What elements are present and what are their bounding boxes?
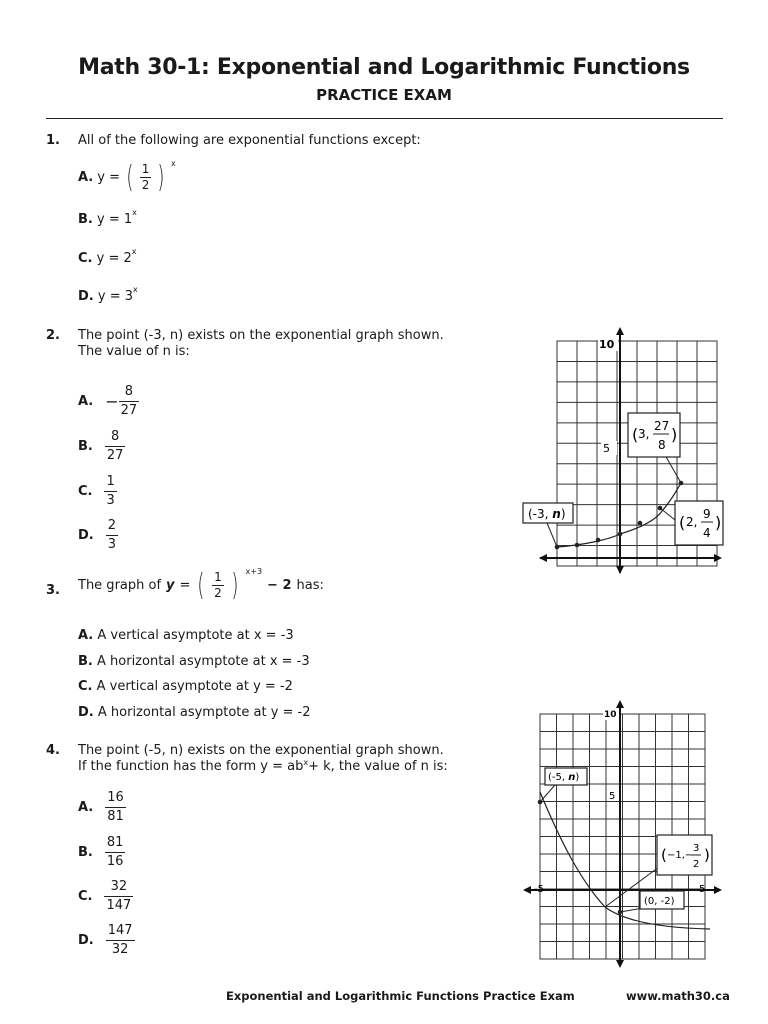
exponential-graph-1: [515, 325, 730, 575]
point-label-right: 3,: [638, 427, 650, 441]
question-3-option-d: D. A horizontal asymptote at y = -2: [78, 705, 311, 720]
point-label-left: (-3, n): [528, 507, 566, 521]
question-3-option-b: B. A horizontal asymptote at x = -3: [78, 654, 310, 669]
y-tick-5: 5: [609, 791, 616, 802]
option-fraction: $\frac{1}{2}$: [141, 162, 150, 192]
question-1-number: 1.: [46, 133, 60, 148]
question-1-text: All of the following are exponential functions except:: [78, 133, 421, 148]
question-4-option-a: A. 16 81: [78, 790, 124, 824]
svg-text:2: 2: [693, 859, 700, 870]
svg-text:4: 4: [703, 526, 711, 540]
point-label-mid: 2,: [686, 515, 698, 529]
footer-title: Exponential and Logarithmic Functions Practice Exam: [226, 989, 575, 1003]
option-lhs: y =: [97, 170, 120, 185]
question-3-option-a: A. A vertical asymptote at x = -3: [78, 628, 294, 643]
svg-text:): ): [715, 513, 722, 532]
question-3-option-c: C. A vertical asymptote at y = -2: [78, 679, 293, 694]
svg-text:8: 8: [658, 438, 666, 452]
svg-text:9: 9: [703, 507, 711, 521]
point-label-left: (-5, n): [548, 772, 580, 783]
svg-text:27: 27: [654, 419, 670, 433]
question-4-option-c: C. 32 147: [78, 879, 132, 913]
question-4-number: 4.: [46, 743, 60, 758]
question-4-option-b: B. 81 16: [78, 835, 124, 869]
question-1-option-d: D. $y = 3^x$: [78, 285, 138, 304]
question-2-option-c: C. 1 3: [78, 474, 115, 508]
page-title: Math 30-1: Exponential and Logarithmic Functions: [78, 55, 690, 80]
option-label: A.: [78, 170, 94, 185]
question-4-text: The point (-5, n) exists on the exponential graph shown. If the function has the form $y = ab^x+ k$, the value of n is:: [78, 743, 448, 774]
question-1-option-a: A. y = ( $\frac{1}{2}$ ) x: [78, 159, 176, 195]
y-tick-5: 5: [603, 442, 610, 455]
question-4-option-d: D. 147 32: [78, 923, 133, 957]
question-3-text: The graph of y = ( $\frac{1}{2}$ ) x+3 − 2 has:: [78, 566, 324, 603]
x-tick-neg5: -5: [534, 884, 544, 895]
option-exponent: x: [171, 159, 176, 168]
footer-url: www.math30.ca: [626, 989, 730, 1003]
svg-text:(: (: [679, 513, 686, 532]
point-label-intercept: (0, -2): [644, 896, 675, 907]
x-tick-5: 5: [699, 884, 706, 895]
svg-text:(: (: [661, 846, 667, 864]
question-2-option-a: A. − $\frac{8}{27}$: [78, 384, 138, 418]
question-1-option-c: C. $y = 2^x$: [78, 247, 137, 266]
question-2-text: The point (-3, n) exists on the exponential graph shown. The value of n is:: [78, 328, 444, 359]
exponential-graph-2: [515, 700, 730, 970]
question-1-option-b: B. $y = 1^x$: [78, 208, 137, 227]
y-tick-10: 10: [604, 710, 617, 720]
question-2-number: 2.: [46, 328, 60, 343]
header-divider: [46, 118, 723, 119]
y-tick-10: 10: [599, 338, 615, 351]
svg-text:3: 3: [693, 843, 700, 854]
svg-text:): ): [671, 425, 678, 444]
svg-text:(: (: [632, 425, 639, 444]
svg-text:): ): [704, 846, 710, 864]
question-2-option-d: D. 2 3: [78, 518, 117, 552]
question-3-number: 3.: [46, 583, 60, 598]
question-2-option-b: B. 8 27: [78, 429, 124, 463]
page-subtitle: PRACTICE EXAM: [316, 86, 452, 104]
point-label-mid: −1,−: [667, 850, 694, 861]
